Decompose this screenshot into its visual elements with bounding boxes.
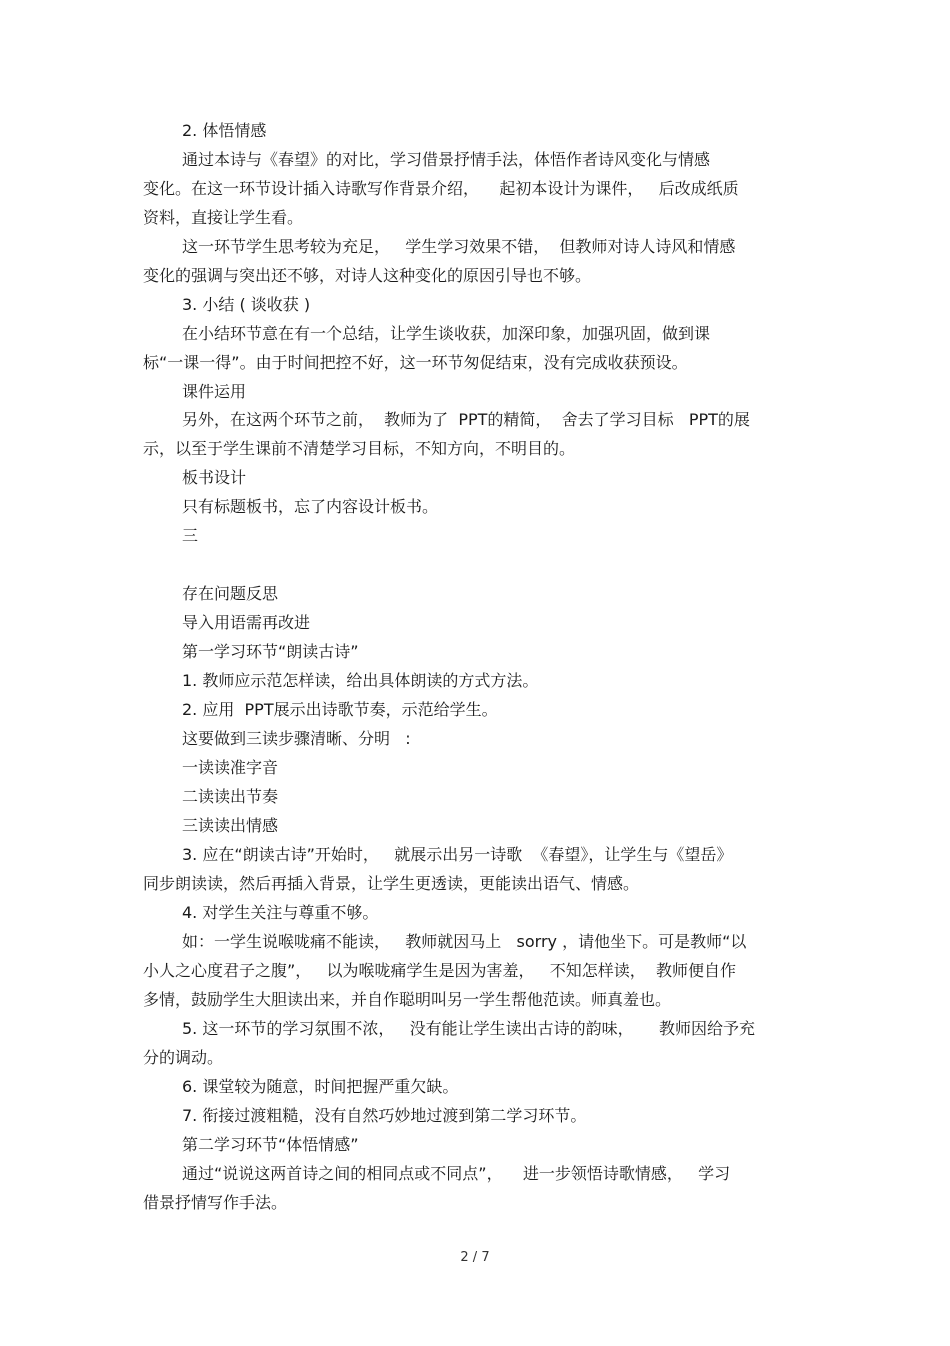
paragraph-line: 这要做到三读步骤清晰、分明 :: [182, 729, 411, 748]
list-item: 1. 教师应示范怎样读，给出具体朗读的方式方法。: [182, 671, 539, 690]
paragraph-line: 资料，直接让学生看。: [143, 208, 304, 227]
section-heading: 存在问题反思: [182, 584, 279, 603]
paragraph-line: 另外，在这两个环节之前， 教师为了 PPT的精简， 舍去了学习目标 PPT的展: [182, 410, 750, 429]
section-number: 三: [182, 526, 199, 545]
list-item: 一读读准字音: [182, 758, 279, 777]
list-item: 6. 课堂较为随意，时间把握严重欠缺。: [182, 1077, 459, 1096]
paragraph-line: 多情，鼓励学生大胆读出来，并自作聪明叫另一学生帮他范读。师真羞也。: [143, 990, 672, 1009]
paragraph-line: 这一环节学生思考较为充足， 学生学习效果不错， 但教师对诗人诗风和情感: [182, 237, 736, 256]
paragraph-line: 在小结环节意在有一个总结，让学生谈收获，加深印象，加强巩固，做到课: [182, 324, 711, 343]
page-number: 2 / 7: [460, 1250, 490, 1265]
list-item: 二读读出节奏: [182, 787, 279, 806]
list-item: 7. 衔接过渡粗糙，没有自然巧妙地过渡到第二学习环节。: [182, 1106, 587, 1125]
section-heading: 课件运用: [182, 382, 247, 401]
paragraph-line: 通过“说说这两首诗之间的相同点或不同点”， 进一步领悟诗歌情感， 学习: [182, 1164, 731, 1183]
paragraph-line: 示，以至于学生课前不清楚学习目标，不知方向，不明目的。: [143, 439, 576, 458]
paragraph-line: 只有标题板书，忘了内容设计板书。: [182, 497, 439, 516]
paragraph-line: 导入用语需再改进: [182, 613, 311, 632]
paragraph-line: 如：一学生说喉咙痛不能读， 教师就因马上 sorry ，请他坐下。可是教师“以: [182, 932, 747, 951]
list-item: 5. 这一环节的学习氛围不浓， 没有能让学生读出古诗的韵味， 教师因给予充: [182, 1019, 756, 1038]
section-heading: 2. 体悟情感: [182, 121, 267, 140]
section-heading: 板书设计: [182, 468, 247, 487]
list-item: 4. 对学生关注与尊重不够。: [182, 903, 379, 922]
list-item: 2. 应用 PPT展示出诗歌节奏，示范给学生。: [182, 700, 498, 719]
paragraph-line: 通过本诗与《春望》的对比，学习借景抒情手法，体悟作者诗风变化与情感: [182, 150, 711, 169]
list-item: 3. 应在“朗读古诗”开始时， 就展示出另一诗歌 《春望》，让学生与《望岳》: [182, 845, 733, 864]
paragraph-line: 借景抒情写作手法。: [143, 1193, 288, 1212]
paragraph-line: 标“一课一得”。由于时间把控不好，这一环节匆促结束，没有完成收获预设。: [143, 353, 688, 372]
section-heading: 3. 小结 ( 谈收获 ): [182, 295, 311, 314]
paragraph-line: 变化。在这一环节设计插入诗歌写作背景介绍， 起初本设计为课件， 后改成纸质: [143, 179, 739, 198]
paragraph-line: 同步朗读读，然后再插入背景，让学生更透读，更能读出语气、情感。: [143, 874, 640, 893]
paragraph-line: 小人之心度君子之腹”， 以为喉咙痛学生是因为害羞， 不知怎样读， 教师便自作: [143, 961, 736, 980]
paragraph-line: 变化的强调与突出还不够，对诗人这种变化的原因引导也不够。: [143, 266, 592, 285]
section-heading: 第一学习环节“朗读古诗”: [182, 642, 359, 661]
paragraph-line: 分的调动。: [143, 1048, 224, 1067]
section-heading: 第二学习环节“体悟情感”: [182, 1135, 359, 1154]
list-item: 三读读出情感: [182, 816, 279, 835]
